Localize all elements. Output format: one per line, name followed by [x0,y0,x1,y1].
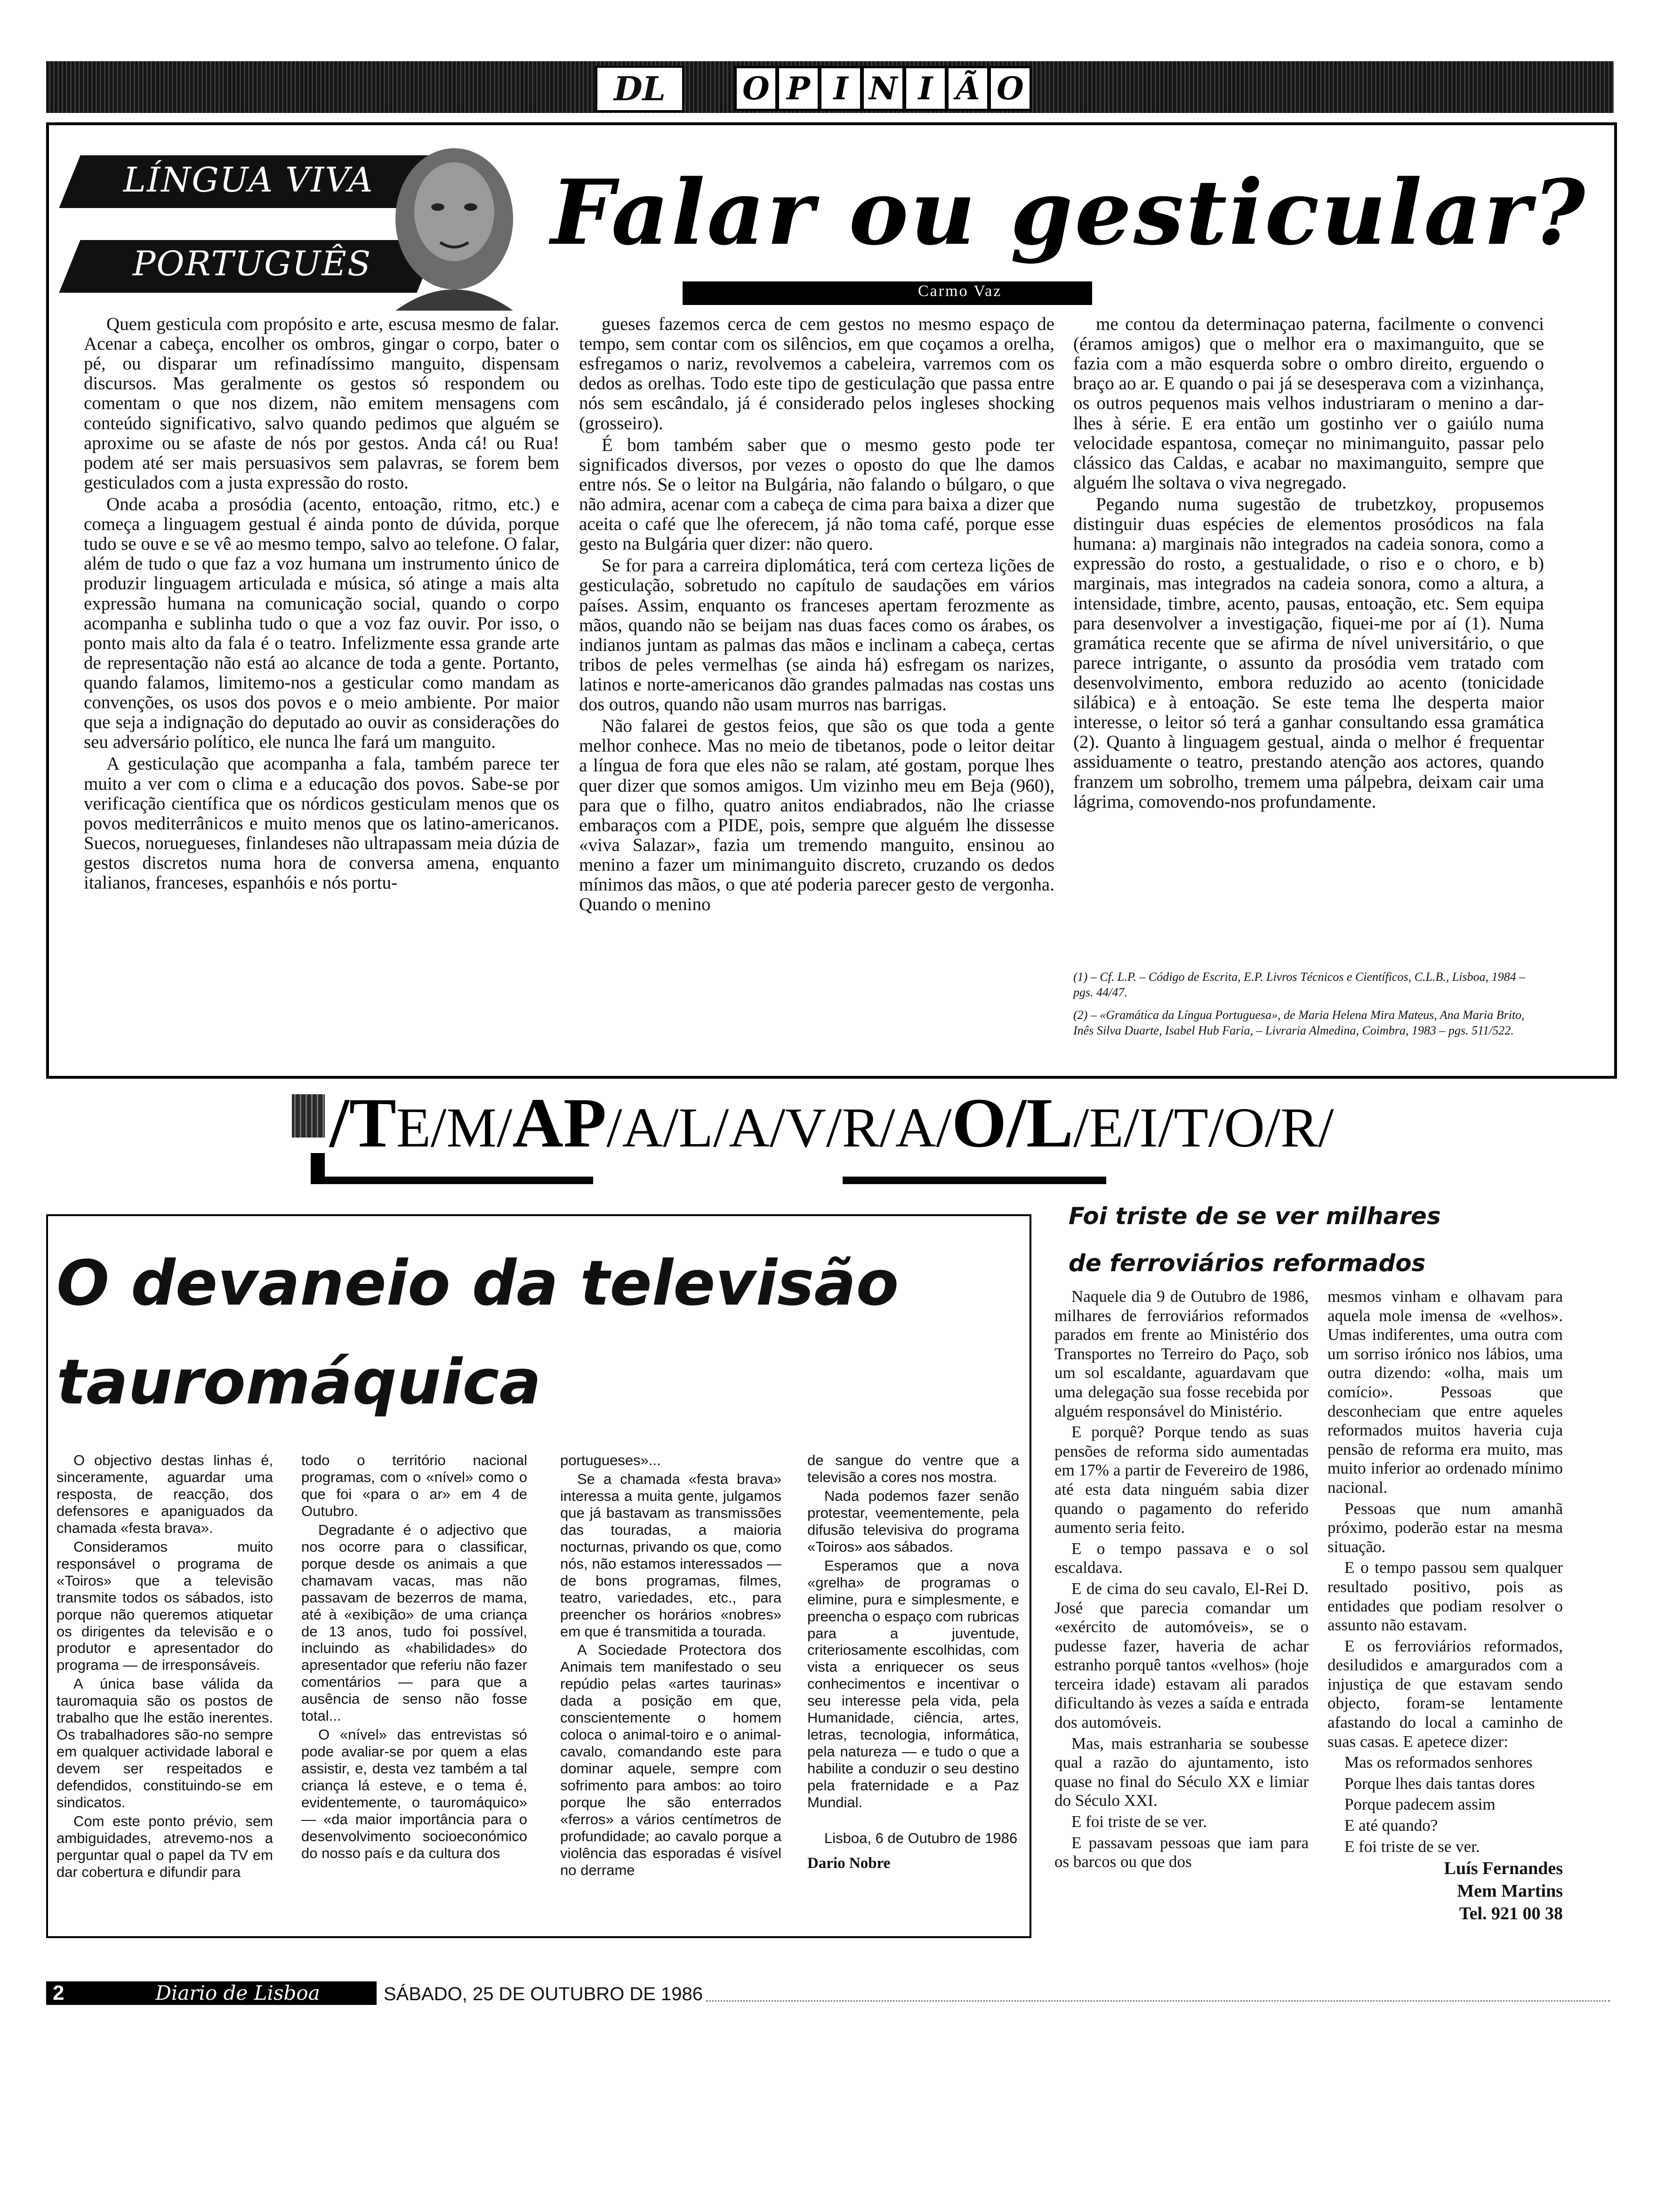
paragraph: A gesticulação que acompanha a fala, também parece ter muito a ver com o clima e a educação dos povos. Sabe-se por verificação científica que os nórdicos gesticulam menos que os povos mediterrânicos e muito menos que os latino-americanos. Suecos, noruegueses, finlandeses não ultrapassam meia dúzia de gestos discretos numa hora de conversa amena, enquanto italianos, franceses, espanhóis e nós portu- [84,753,559,893]
dateline: Lisboa, 6 de Outubro de 1986 [824,1830,1018,1847]
article-title-ferroviarios-line2: de ferroviários reformados [1069,1250,1426,1277]
paragraph: Consideramos muito responsável o programa de «Toiros» que a televisão transmite todos os sábados, isto porque não queremos atiquetar os dirigentes da televisão e o produtor e apresentador do programa — de irresponsáveis. [56,1538,273,1674]
article2-column-1 [56,1452,273,1883]
tema-letters: O [951,1084,1007,1162]
paragraph: A Sociedade Protectora dos Animais tem manifestado o seu repúdio pelas «artes taurinas» dada a posição em que, conscientemente o homem coloca o animal-toiro e o animal-cavalo, comandando este para dominar aquele, sempre com sofrimento para ambos: ao toiro porque lhe são enterrados «ferros» a vários centímetros de profundidade; ao cavalo porque a violência das esporadas é visível no derrame [560,1642,781,1878]
paragraph: E o tempo passava e o sol escaldava. [1054,1539,1309,1577]
article-title-devaneio-line1: O devaneio da televisão [56,1247,899,1320]
poem-line: E até quando? [1344,1816,1438,1835]
byline-bar [683,281,1092,305]
byline-author: Carmo Vaz [918,282,1002,300]
paragraph: Mas, mais estranharia se soubesse qual a razão do ajuntamento, isto quase no final do Século XX e limiar do Século XXI. [1054,1734,1309,1810]
paragraph: A única base válida da tauromaquia são os postos de trabalho que lhe estão inerentes. Os trabalhadores são-no sempre em qualquer actividade laboral e devem ser respeitados e defendidos, constituindo-se em sindicatos. [56,1675,273,1811]
article2-column-3 [560,1452,781,1881]
tema-banner-title [325,1082,1338,1177]
paragraph: Quem gesticula com propósito e arte, escusa mesmo de falar. Acenar a cabeça, encolher os ombros, gingar o corpo, bater o pé, ou disparar um refinadíssimo manguito, dispensam discursos. Mas geralmente os gestos só respondem ou comentam o que nos dizem, não emitem mensagens com conteúdo significativo, salvo quando pedimos que alguém se aproxime ou se afaste de nós por gestos. Anda cá! ou Rua! podem até ser mais persuasivos sem palavras, se forem bem gesticulados com a justa expressão do rosto. [84,314,559,493]
article3-column-2 [1327,1287,1563,1926]
paragraph: E passavam pessoas que iam para os barcos ou que dos [1054,1833,1309,1871]
paragraph: me contou da determinaçao paterna, facilmente o convenci (éramos amigos) que o melhor era o maximanguito, que se fazia com a mão esquerda sobre o ombro direito, erguendo o braço ao ar. E quando o pai já se desesperava com a vizinhança, os outros pequenos mais velhos industriaram o menino a dar-lhes à série. E era então um gostinho ver o gaiúlo numa velocidade espantosa, começar no minimanguito, passar pelo clássico das Caldas, e acabar no maximanguito, sempre que alguém lhe soltava o viva negregado. [1073,314,1544,493]
paragraph: mesmos vinham e olhavam para aquela mole imensa de «velhos». Umas indiferentes, uma outra com um sorriso irónico nos lábios, uma outra dizendo: «olha, mais um comício». Pessoas que desconheciam que entre aqueles reformados muitos haveria cuja pensão de reforma era muito, mas muito inferior ao ordenado mínimo nacional. [1327,1287,1563,1497]
paragraph: E o tempo passou sem qualquer resultado positivo, pois as entidades que podiam resolver o assunto não estavam. [1327,1558,1563,1635]
article3-column-1 [1054,1287,1309,1874]
section-letter: I [819,66,862,111]
paragraph: Nada podemos fazer senão protestar, veementemente, pela difusão televisiva do programa «Toiros» aos sábados. [807,1487,1019,1555]
tema-letters: A [512,1084,563,1162]
paragraph: E os ferroviários reformados, desiludidos e amargurados com a injustiça de que estavam sendo objecto, foram-se lentamente afastando do local a caminho de suas casas. E apetece dizer: [1327,1636,1563,1751]
tema-letters: /A/L/A/V/R/A/ [606,1096,952,1159]
paragraph: todo o território nacional programas, com o «nível» como o que foi «para o ar» em 4 de Outubro. [301,1452,527,1519]
article-title-falar: Falar ou gesticular? [551,160,1587,265]
article-title-devaneio-line2: tauromáquica [56,1346,541,1419]
tema-letters: P [563,1084,607,1162]
signature-mem-martins: Mem Martins [1457,1881,1563,1901]
section-letter: I [904,66,947,111]
paragraph: Degradante é o adjectivo que nos ocorre para o classificar, porque desde os animais a que chamavam vacas, mas não passavam de bezerros de mama, até à «exibição» de uma criança de 13 anos, tudo foi possível, incluindo as «habilidades» do apresentador que referiu não fazer comentários — para que a ausência de senso não fosse total... [301,1521,527,1724]
poem-line: Mas os reformados senhores [1344,1753,1533,1772]
poem-line: Porque padecem assim [1344,1795,1496,1814]
page-number-box: 2 [46,1981,100,2005]
article-title-ferroviarios-line1: Foi triste de se ver milhares [1069,1202,1441,1230]
kicker-lingua-viva: LÍNGUA VIVA [123,160,374,200]
tema-letters: /E/I/T/O/R/ [1073,1096,1334,1159]
article1-column-1 [84,314,559,895]
author-portrait [377,141,532,311]
paper-logo-mark: DL [595,66,684,112]
section-letter: O [734,66,778,111]
footnote-1: (1) – Cf. L.P. – Código de Escrita, E.P. Livros Técnicos e Científicos, C.L.B., Lisboa, 1984 – pgs. 44/47. [1073,970,1526,999]
tema-letters: /T [330,1084,396,1162]
article1-column-2 [579,314,1054,916]
paragraph: E porquê? Porque tendo as suas pensões de reforma sido aumentadas em 17% a partir de Fevereiro de 1986, até esta data ninguém sabia dizer quando o pagamento do referido aumento seria feito. [1054,1423,1309,1537]
kicker-portugues: PORTUGUÊS [133,244,372,283]
article1-column-3 [1073,314,1544,814]
footnote-2: (2) – «Gramática da Língua Portuguesa», de Maria Helena Mira Mateus, Ana Maria Brito, Inês Silva Duarte, Isabel Hub Faria, – Livraria Almedina, Coimbra, 1983 – pgs. 511/522. [1073,1008,1525,1037]
tema-letters: E/M/ [396,1096,513,1159]
paragraph: Se for para a carreira diplomática, terá com certeza lições de gesticulação, sobretudo no capítulo de saudações em vários países. Assim, enquanto os franceses apertam ferozmente as mãos, quando não se beijam nas duas faces como os árabes, os indianos juntam as palmas das mãos e inclinam a cabeça, certas tribos de peles vermelhas (se ainda há) esfregam os narizes, latinos e norte-americanos dão grandes palmadas nas costas uns dos outros, quando não usam murros nas barrigas. [579,555,1054,715]
signature-phone: Tel. 921 00 38 [1459,1904,1563,1924]
paragraph: O «nível» das entrevistas só pode avaliar-se por quem a elas assistir, e, desta vez também a tal criança lá esteve, e o tema é, evidentemente, o tauromáquico» — «da maior importância para o desenvolvimento socioeconómico do nosso país e da cultura dos [301,1726,527,1861]
footer-date: SÁBADO, 25 DE OUTUBRO DE 1986 [384,1984,703,2004]
paragraph: Naquele dia 9 de Outubro de 1986, milhares de ferroviários reformados parados em frente ao Ministério dos Transportes no Terreiro do Paço, sob um sol escaldante, aguardavam que uma delegação sua fosse recebida por alguém responsável do Ministério. [1054,1287,1309,1420]
paragraph: E foi triste de se ver. [1071,1812,1207,1831]
paragraph: Não falarei de gestos feios, que são os que toda a gente melhor conhece. Mas no meio de tibetanos, pode o leitor deitar a língua de fora que eles não se ralam, até gostam, porque lhes quer dizer que somos amigos. Um vizinho meu em Beja (960), para que o filho, quatro anitos endiabrados, não lhe criasse embaraços com a PIDE, pois, sempre que alguém lhe dissesse «viva Salazar», fazia um tremendo manguito, ensinou ao menino a fazer um minimanguito discreto, cruzando os dedos mínimos das mãos, o que até poderia parecer gesto de vergonha. Quando o menino [579,716,1054,915]
paragraph: É bom também saber que o mesmo gesto pode ter significados diversos, por vezes o oposto do que lhe damos entre nós. Se o leitor na Bulgária, não falando o búlgaro, o que não admira, acenar com a cabeça de cima para baixa a dizer que aceita o café que lhe oferecem, já não toma café, porque esse gesto na Bulgária quer dizer: não quero. [579,434,1054,554]
paragraph: Pegando numa sugestão de trubetzkoy, propusemos distinguir duas espécies de elementos prosódicos na fala humana: a) marginais não integrados na cadeia sonora, como a expressão do rosto, a gestualidade, o riso e o choro, e b) marginais, mas integrados na cadeia sonora, como a altura, a intensidade, timbre, acento, pausas, entoação, etc. Sem equipa para desenvolver a investigação, fiquei-me por aí (1). Numa gramática recente que se afirma de nível universitário, o que parece intrigante, o assunto da prosódia vem tratado com desenvolvimento, embora reduzido ao acento (tonicidade silábica) e à entoação. Se este tema lhe desperta maior interesse, o leitor só terá a ganhar consultando essa gramática (2). Quanto à linguagem gestual, ainda o melhor é frequentar assiduamente o teatro, prestando atenção aos actores, quando franzem um sobrolho, tremem uma pálpebra, deixam cair uma lágrima, comovendo-nos profundamente. [1073,494,1544,812]
article2-column-4 [807,1452,1019,1874]
section-letter: P [777,66,820,111]
paragraph: Pessoas que num amanhã próximo, poderão estar na mesma situação. [1327,1499,1563,1556]
footer-rule [706,2000,1610,2002]
tema-letters: /L [1006,1084,1074,1162]
poem-line: E foi triste de se ver. [1344,1837,1480,1856]
paragraph: Se a chamada «festa brava» interessa a muita gente, julgamos que já bastavam as transmissões das touradas, a maioria nocturnas, privando os que, como nós, não estamos interessados — de bons programas, filmes, teatro, variedades, etc., para preencher os horários «nobres» em que é transmitida a tourada. [560,1470,781,1640]
section-letter: N [861,66,905,111]
section-letter: Ã [946,66,989,111]
signature-luis-fernandes: Luís Fernandes [1444,1859,1563,1879]
article2-column-2 [301,1452,527,1864]
paragraph: Onde acaba a prosódia (acento, entoação, ritmo, etc.) e começa a linguagem gestual é ainda ponto de dúvida, porque tudo se ouve e se vê ao mesmo tempo, salvo ao telefone. O falar, além de tudo o que faz a voz humana um instrumento único de produzir linguagem articulada e música, só atinge a mais alta expressão humana na comunicação social, quando o corpo acompanha e sublinha tudo o que a voz faz ouvir. Por isso, o ponto mais alto da fala é o teatro. Infelizmente essa grande arte de representação não está ao alcance de toda a gente. Portanto, quando falamos, limitemo-nos a gesticular como mandam as convenções, os usos dos povos e o meio ambiente. Por maior que seja a indignação do deputado ao ouvir as considerações do seu adversário político, ele nunca lhe fará um manguito. [84,494,559,753]
paragraph: O objectivo destas linhas é, sinceramente, aguardar uma resposta, de reacção, dos defensores e apaniguados da chamada «festa brava». [56,1452,273,1536]
paragraph: de sangue do ventre que a televisão a cores nos mostra. [807,1452,1019,1485]
footer-masthead: Diario de Lisboa [99,1981,377,2005]
signature-dario: Dario Nobre [807,1854,891,1872]
poem-line: Porque lhes dais tantas dores [1344,1774,1535,1793]
paragraph: E de cima do seu cavalo, El-Rei D. José que parecia comandar um «exército de automóveis», se o pudesse fazer, haveria de achar estranho porquê tantos «velhos» (hoje terceira idade) estavam ali parados dificultando às vezes a saída e entrada dos automóveis. [1054,1579,1309,1732]
article1-footnotes [1073,970,1544,1038]
paragraph: Com este ponto prévio, sem ambiguidades, atrevemo-nos a perguntar qual o papel da TV em dar cobertura e difundir para [56,1813,273,1880]
section-letter: O [989,66,1032,111]
paragraph: Esperamos que a nova «grelha» de programas o elimine, pura e simplesmente, e preencha o espaço com rubricas para a juventude, criteriosamente escolhidas, com vista a enriquecer os seus conhecimentos e incentivar o seu interesse pela vida, pela Humanidade, ciência, artes, letras, tecnologia, informática, pela natureza — e tudo o que a habilite a conduzir o seu destino pela fraternidade e a Paz Mundial. [807,1557,1019,1811]
paragraph: gueses fazemos cerca de cem gestos no mesmo espaço de tempo, sem contar com os silêncios, em que coçamos a orelha, esfregamos o nariz, revolvemos a cabeleira, varremos com os dedos as orelhas. Todo este tipo de gesticulação que passa entre nós sem escândalo, já é considerado pelos ingleses shocking (grosseiro). [579,314,1054,433]
paragraph: portugueses»... [560,1452,661,1468]
